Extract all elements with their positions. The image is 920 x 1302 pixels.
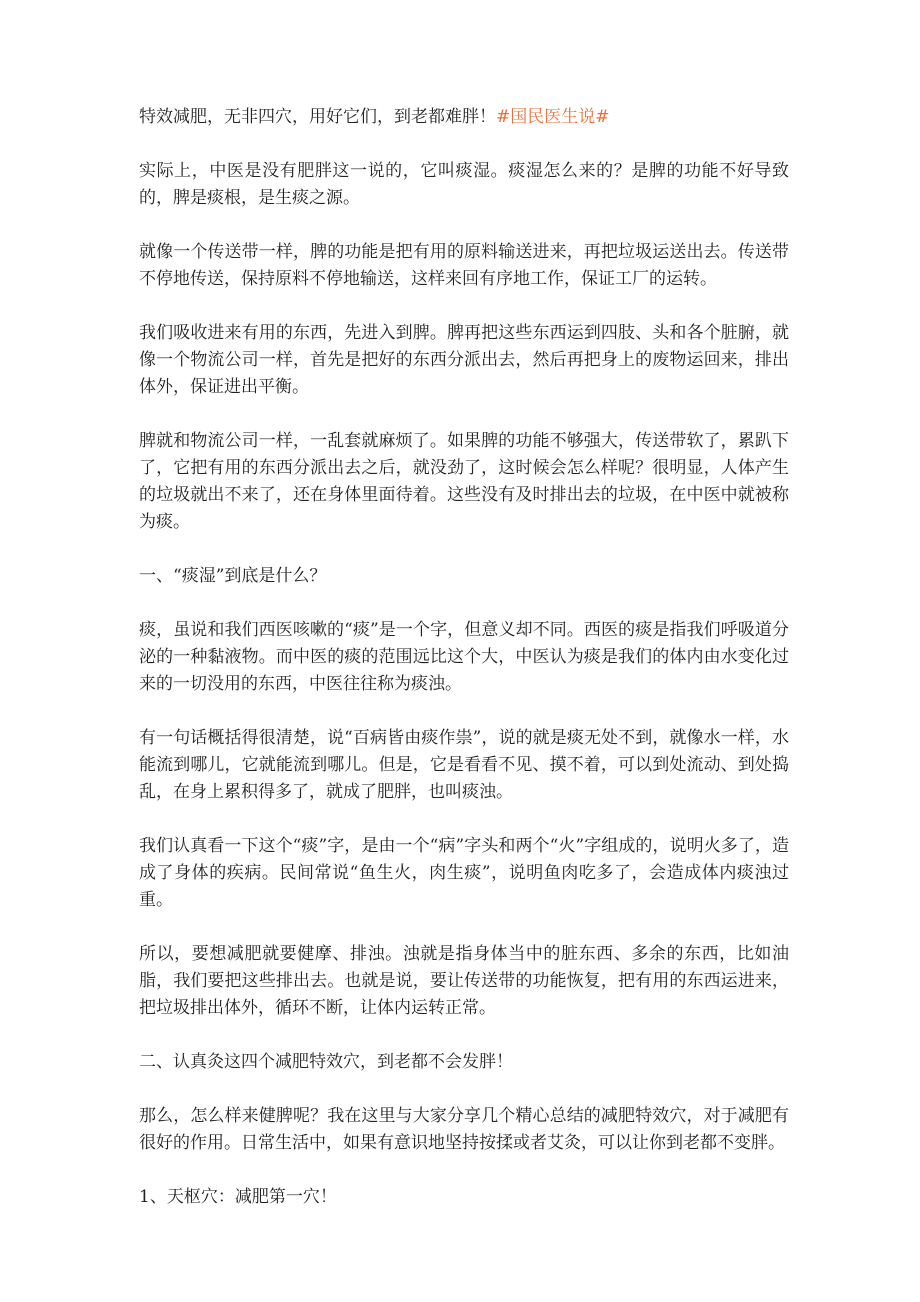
- section-heading: 二、认真灸这四个减肥特效穴，到老都不会发胖！: [139, 1052, 513, 1072]
- article-title: [139, 104, 789, 131]
- paragraph: 那么，怎么样来健脾呢？我在这里与大家分享几个精心总结的减肥特效穴，对于减肥有很好的作用。日常生活中，如果有意识地坚持按揉或者艾灸，可以让你到老都不变胖。: [139, 1106, 789, 1153]
- paragraph: 有一句话概括得很清楚，说“百病皆由痰作祟”，说的就是痰无处不到，就像水一样，水能流到哪儿，它就能流到哪儿。但是，它是看看不见、摸不着，可以到处流动、到处捣乱，在身上累积得多了，就成了肥胖，也叫痰浊。: [139, 728, 789, 802]
- article-title-text: 特效减肥，无非四穴，用好它们，到老都难胖！: [139, 107, 496, 127]
- paragraph: 实际上，中医是没有肥胖这一说的，它叫痰湿。痰湿怎么来的？是脾的功能不好导致的，脾是痰根，是生痰之源。: [139, 161, 789, 208]
- paragraph: 就像一个传送带一样，脾的功能是把有用的原料输送进来，再把垃圾运送出去。传送带不停地传送，保持原料不停地输送，这样来回有序地工作，保证工厂的运转。: [139, 242, 789, 289]
- paragraph: 痰，虽说和我们西医咳嗽的“痰”是一个字，但意义却不同。西医的痰是指我们呼吸道分泌的一种黏液物。而中医的痰的范围远比这个大，中医认为痰是我们的体内由水变化过来的一切没用的东西，中医往往称为痰浊。: [139, 620, 789, 694]
- paragraph: 所以，要想减肥就要健摩、排浊。浊就是指身体当中的脏东西、多余的东西，比如油脂，我们要把这些排出去。也就是说，要让传送带的功能恢复，把有用的东西运进来，把垃圾排出体外，循环不断，让体内运转正常。: [139, 944, 789, 1018]
- paragraph: 我们认真看一下这个“痰”字，是由一个“病”字头和两个“火”字组成的，说明火多了，造成了身体的疾病。民间常说“鱼生火，肉生痰”，说明鱼肉吃多了，会造成体内痰浊过重。: [139, 836, 789, 910]
- paragraph: 我们吸收进来有用的东西，先进入到脾。脾再把这些东西运到四肢、头和各个脏腑，就像一个物流公司一样，首先是把好的东西分派出去，然后再把身上的废物运回来，排出体外，保证进出平衡。: [139, 323, 789, 397]
- section-heading: 一、“痰湿”到底是什么？: [139, 566, 327, 586]
- hashtag-link[interactable]: #国民医生说#: [496, 107, 610, 127]
- subsection-heading: 1、天枢穴：减肥第一穴！: [139, 1187, 337, 1207]
- paragraph: 脾就和物流公司一样，一乱套就麻烦了。如果脾的功能不够强大，传送带软了，累趴下了，它把有用的东西分派出去之后，就没劲了，这时候会怎么样呢？很明显，人体产生的垃圾就出不来了，还在身体里面待着。这些没有及时排出去的垃圾，在中医中就被称为痰。: [139, 431, 789, 532]
- article-body: [139, 104, 789, 1238]
